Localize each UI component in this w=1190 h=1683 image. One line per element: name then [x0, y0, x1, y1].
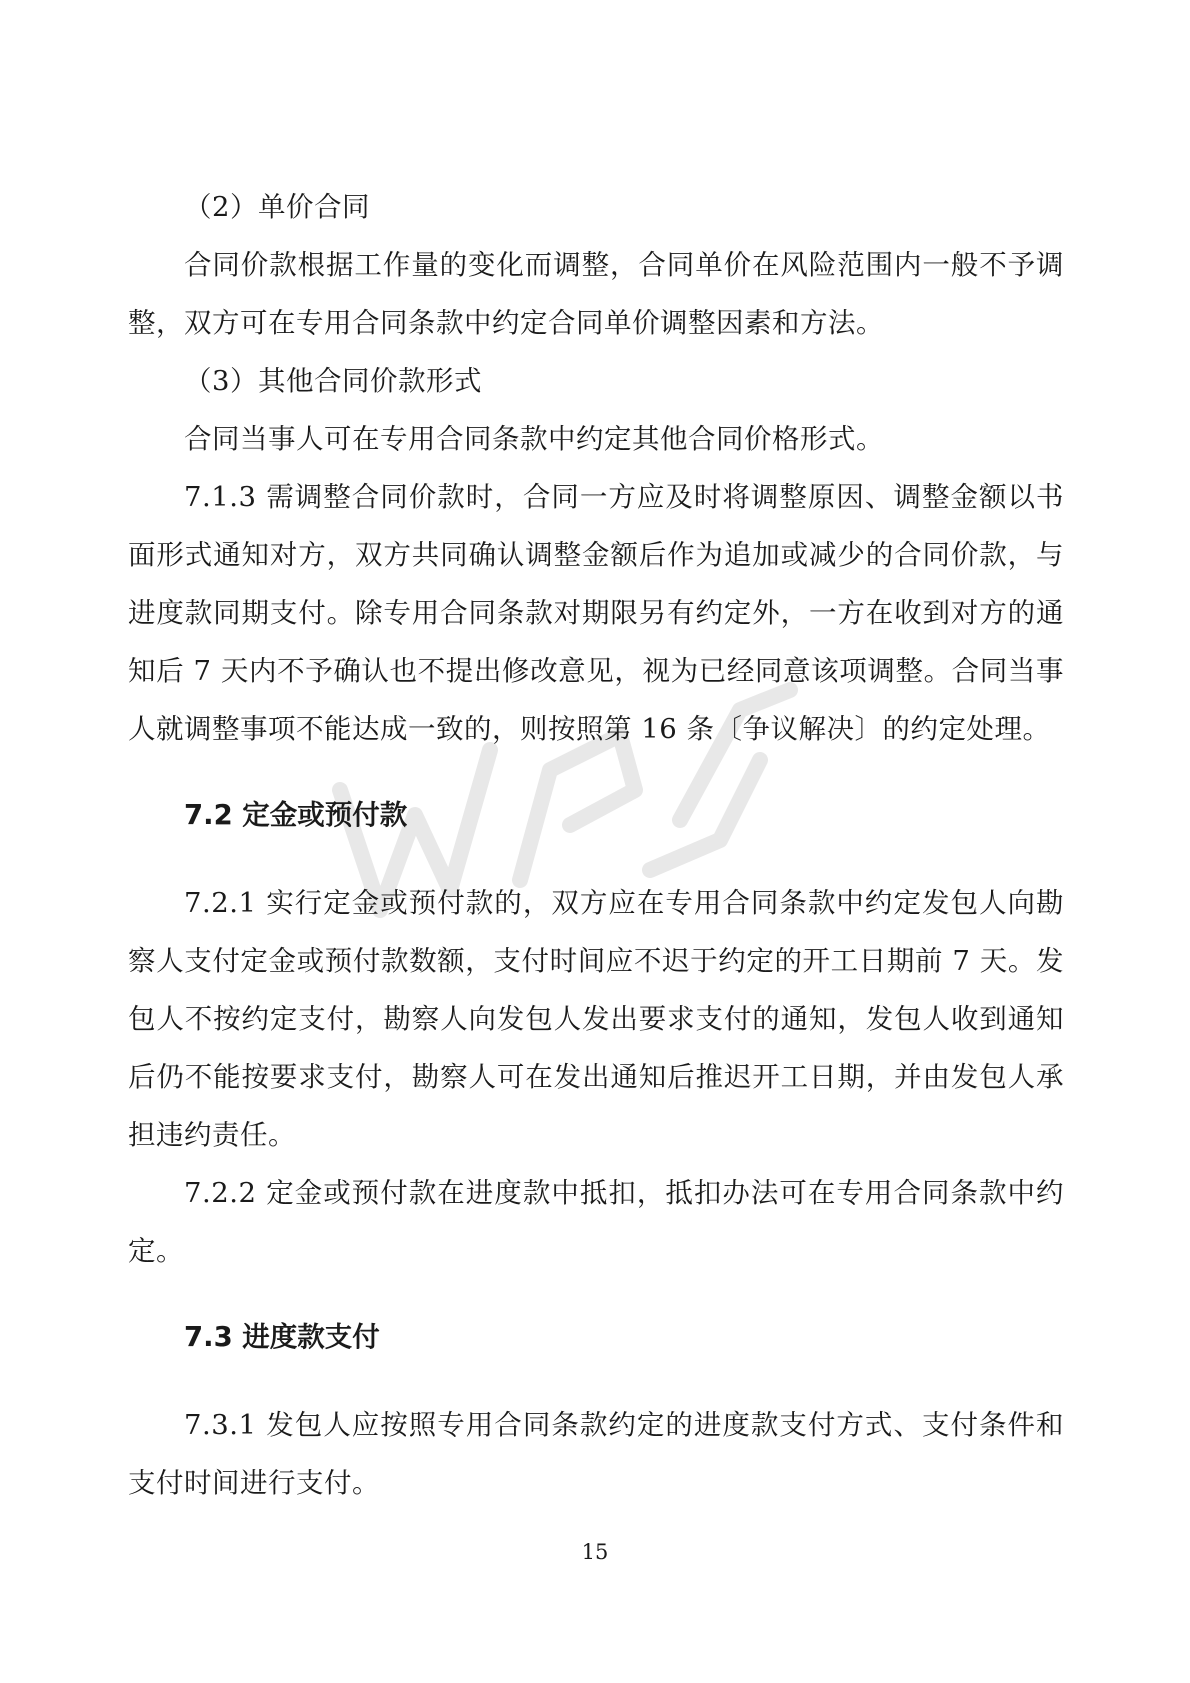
- clause-7-3-1: 7.3.1 发包人应按照专用合同条款约定的进度款支付方式、支付条件和支付时间进行支付。: [128, 1409, 1064, 1499]
- clause-3-body: 合同当事人可在专用合同条款中约定其他合同价格形式。: [184, 423, 884, 455]
- clause-2-body: 合同价款根据工作量的变化而调整，合同单价在风险范围内一般不予调整，双方可在专用合同条款中约定合同单价调整因素和方法。: [128, 249, 1064, 339]
- section-heading-7-2: 7.2 定金或预付款: [184, 799, 408, 831]
- clause-7-2-1: 7.2.1 实行定金或预付款的，双方应在专用合同条款中约定发包人向勘察人支付定金或预付款数额，支付时间应不迟于约定的开工日期前 7 天。发包人不按约定支付，勘察人向发包人发出要求支付的通知，发包人收到通知后仍不能按要求支付，勘察人可在发出通知后推迟开工日期，并由发包人承担违约责任。: [128, 887, 1064, 1151]
- clause-7-2-2: 7.2.2 定金或预付款在进度款中抵扣，抵扣办法可在专用合同条款中约定。: [128, 1177, 1064, 1267]
- document-body: [128, 178, 1064, 1512]
- clause-2-title: （2）单价合同: [184, 191, 370, 223]
- clause-7-1-3: 7.1.3 需调整合同价款时，合同一方应及时将调整原因、调整金额以书面形式通知对方，双方共同确认调整金额后作为追加或减少的合同价款，与进度款同期支付。除专用合同条款对期限另有约定外，一方在收到对方的通知后 7 天内不予确认也不提出修改意见，视为已经同意该项调整。合同当事人就调整事项不能达成一致的，则按照第 16 条〔争议解决〕的约定处理。: [128, 481, 1064, 745]
- clause-3-title: （3）其他合同价款形式: [184, 365, 482, 397]
- section-heading-7-3: 7.3 进度款支付: [184, 1321, 380, 1353]
- page-number: 15: [581, 1540, 609, 1564]
